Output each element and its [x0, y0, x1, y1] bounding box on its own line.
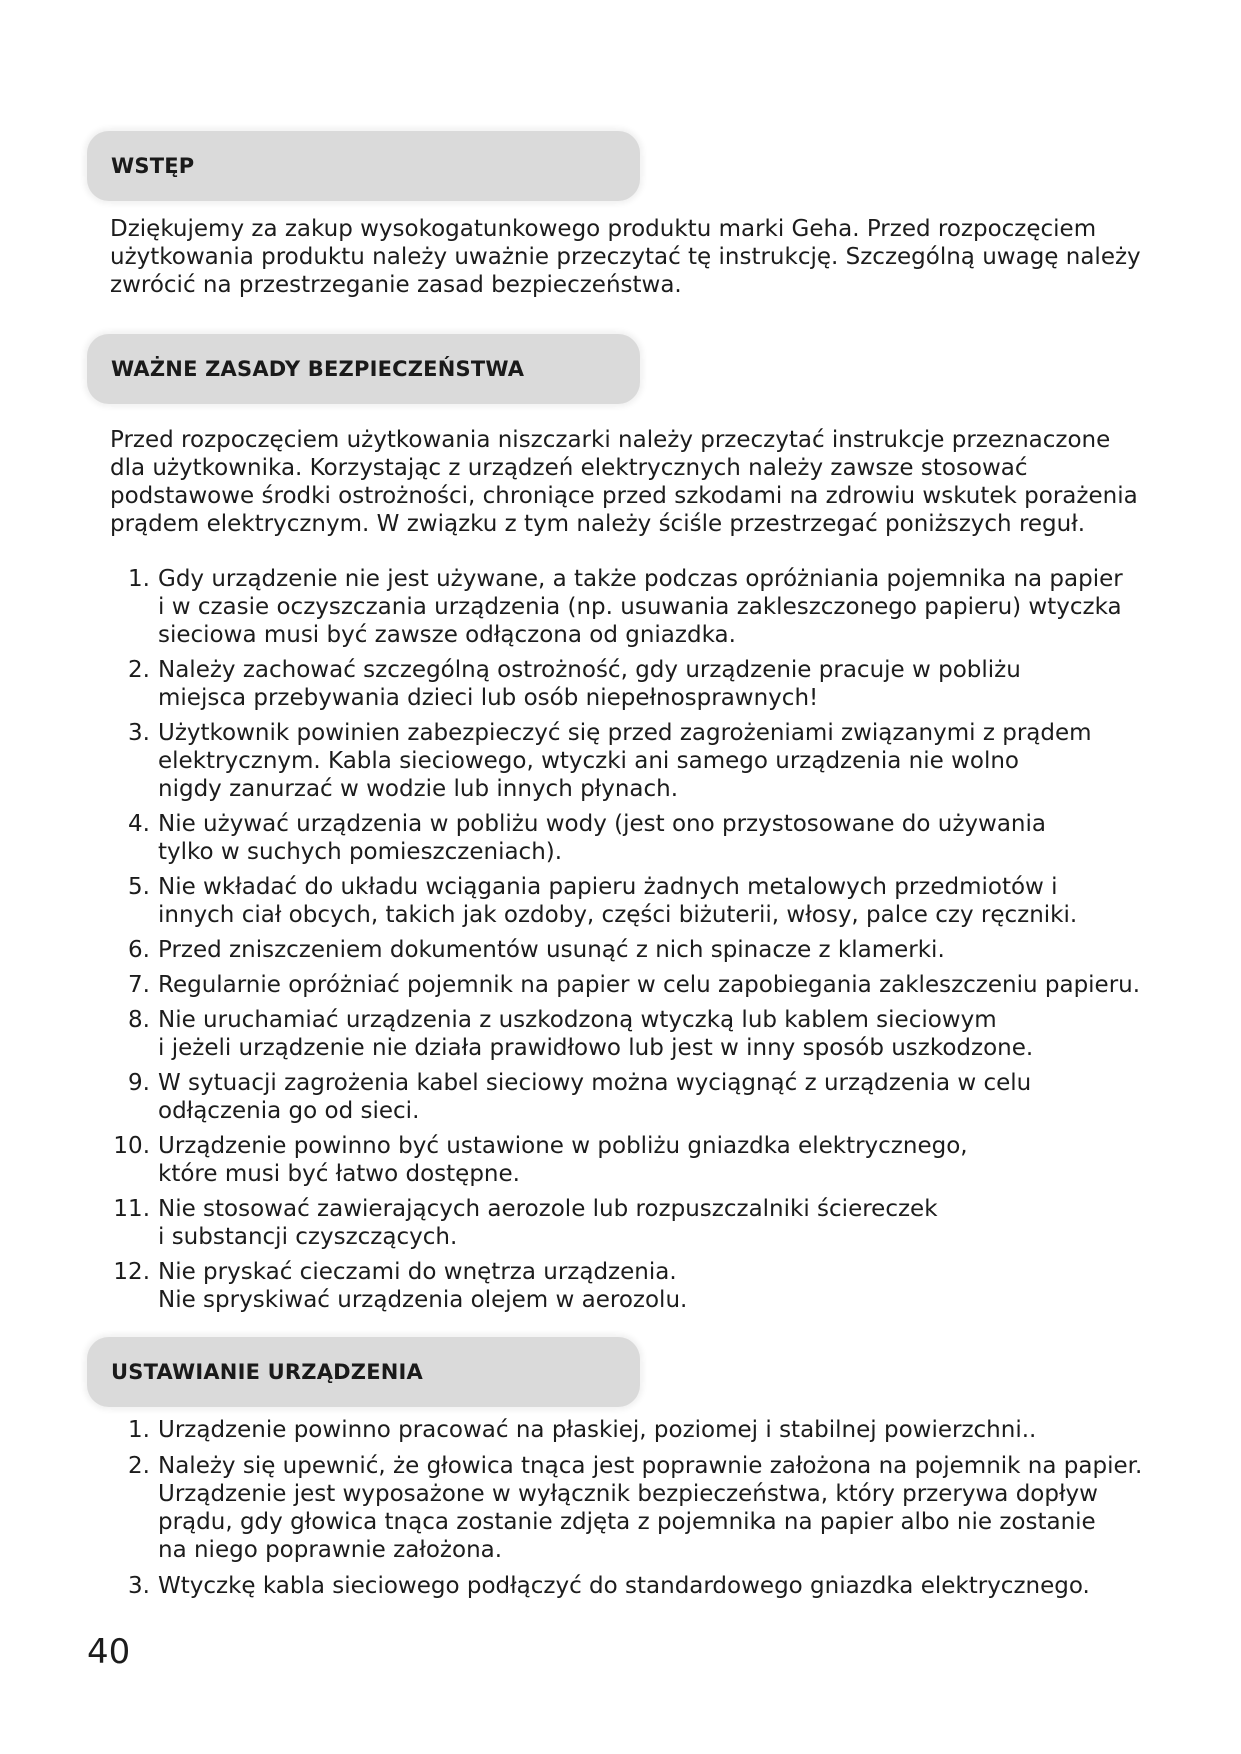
list-item [0, 1452, 1142, 1564]
list-item-number: 12. [113, 1259, 150, 1285]
intro-paragraph: Dziękujemy za zakup wysokogatunkowego produktu marki Geha. Przed rozpoczęciem użytkowania produktu należy uważnie przeczytać tę instrukcję. Szczególną uwagę należy zwrócić na przestrzeganie zasad bezpieczeństwa. [110, 216, 1141, 298]
list-item-line: elektrycznym. Kabla sieciowego, wtyczki ani samego urządzenia nie wolno [158, 748, 1019, 774]
list-item-line: W sytuacji zagrożenia kabel sieciowy można wyciągnąć z urządzenia w celu [158, 1070, 1032, 1096]
list-item-line: prądu, gdy głowica tnąca zostanie zdjęta z pojemnika na papier albo nie zostanie [158, 1509, 1096, 1535]
list-item-line: Gdy urządzenie nie jest używane, a także podczas opróżniania pojemnika na papier [158, 566, 1123, 592]
section-heading-label: WSTĘP [111, 154, 195, 178]
list-item-line: Należy zachować szczególną ostrożność, gdy urządzenie pracuje w pobliżu [158, 657, 1021, 683]
list-item-number: 6. [128, 937, 150, 963]
list-item-line: Wtyczkę kabla sieciowego podłączyć do standardowego gniazdka elektrycznego. [158, 1573, 1090, 1599]
list-item-number: 9. [128, 1070, 150, 1096]
list-item [0, 1572, 1142, 1600]
list-item-line: Urządzenie jest wyposażone w wyłącznik bezpieczeństwa, który przerywa dopływ [158, 1481, 1098, 1507]
list-item [0, 656, 1140, 712]
list-item [0, 971, 1140, 999]
list-item-line: na niego poprawnie założona. [158, 1537, 503, 1563]
list-item-line: Nie uruchamiać urządzenia z uszkodzoną wtyczką lub kablem sieciowym [158, 1007, 997, 1033]
list-item [0, 1195, 1140, 1251]
list-item-line: Nie używać urządzenia w pobliżu wody (jest ono przystosowane do używania [158, 811, 1046, 837]
list-item-line: Nie stosować zawierających aerozole lub rozpuszczalniki ściereczek [158, 1196, 938, 1222]
safety-intro-paragraph: Przed rozpoczęciem użytkowania niszczarki należy przeczytać instrukcje przeznaczone dla użytkownika. Korzystając z urządzeń elektrycznych należy zawsze stosować podstawowe środki ostrożności, chroniące przed szkodami na zdrowiu wskutek porażenia prądem elektrycznym. W związku z tym należy ściśle przestrzegać poniższych reguł. [110, 427, 1138, 537]
list-item-number: 2. [128, 1453, 150, 1479]
section-heading-setup [87, 1337, 640, 1407]
list-item-line: Urządzenie powinno być ustawione w pobliżu gniazdka elektrycznego, [158, 1133, 968, 1159]
list-item-line: Nie pryskać cieczami do wnętrza urządzenia. [158, 1259, 677, 1285]
section-heading-label: WAŻNE ZASADY BEZPIECZEŃSTWA [111, 357, 525, 381]
list-item-line: które musi być łatwo dostępne. [158, 1161, 520, 1187]
list-item-line: miejsca przebywania dzieci lub osób niepełnosprawnych! [158, 685, 819, 711]
list-item-line: Użytkownik powinien zabezpieczyć się przed zagrożeniami związanymi z prądem [158, 720, 1092, 746]
list-item-line: Nie spryskiwać urządzenia olejem w aerozolu. [158, 1287, 688, 1313]
list-item-line: tylko w suchych pomieszczeniach). [158, 839, 563, 865]
list-item [0, 565, 1140, 649]
list-item-number: 7. [128, 972, 150, 998]
setup-steps-list [0, 1416, 1142, 1600]
section-heading-label: USTAWIANIE URZĄDZENIA [111, 1360, 424, 1384]
section-heading-safety [87, 334, 640, 404]
list-item-number: 2. [128, 657, 150, 683]
safety-rules-list [0, 565, 1140, 1314]
list-item-line: Przed zniszczeniem dokumentów usunąć z nich spinacze z klamerki. [158, 937, 945, 963]
list-item-number: 3. [128, 720, 150, 746]
list-item [0, 1416, 1142, 1444]
list-item-line: i jeżeli urządzenie nie działa prawidłowo lub jest w inny sposób uszkodzone. [158, 1035, 1034, 1061]
list-item [0, 1069, 1140, 1125]
list-item-line: sieciowa musi być zawsze odłączona od gniazdka. [158, 622, 736, 648]
list-item [0, 1006, 1140, 1062]
list-item-number: 8. [128, 1007, 150, 1033]
section-heading-intro [87, 131, 640, 201]
list-item-line: i substancji czyszczących. [158, 1224, 458, 1250]
list-item-line: Należy się upewnić, że głowica tnąca jest poprawnie założona na pojemnik na papier. [158, 1453, 1143, 1479]
list-item-line: Urządzenie powinno pracować na płaskiej, poziomej i stabilnej powierzchni.. [158, 1417, 1037, 1443]
list-item [0, 873, 1140, 929]
list-item-number: 10. [113, 1133, 150, 1159]
list-item [0, 810, 1140, 866]
list-item-number: 3. [128, 1573, 150, 1599]
list-item-line: odłączenia go od sieci. [158, 1098, 420, 1124]
list-item-line: Regularnie opróżniać pojemnik na papier w celu zapobiegania zakleszczeniu papieru. [158, 972, 1141, 998]
list-item-line: i w czasie oczyszczania urządzenia (np. usuwania zakleszczonego papieru) wtyczka [158, 594, 1122, 620]
list-item [0, 719, 1140, 803]
list-item [0, 936, 1140, 964]
list-item-line: Nie wkładać do układu wciągania papieru żadnych metalowych przedmiotów i [158, 874, 1058, 900]
list-item-number: 1. [128, 1417, 150, 1443]
list-item-number: 5. [128, 874, 150, 900]
list-item [0, 1258, 1140, 1314]
list-item-number: 1. [128, 566, 150, 592]
list-item-line: nigdy zanurzać w wodzie lub innych płynach. [158, 776, 679, 802]
list-item [0, 1132, 1140, 1188]
list-item-number: 4. [128, 811, 150, 837]
list-item-number: 11. [113, 1196, 150, 1222]
page-number: 40 [87, 1632, 131, 1672]
list-item-line: innych ciał obcych, takich jak ozdoby, części biżuterii, włosy, palce czy ręczniki. [158, 902, 1078, 928]
